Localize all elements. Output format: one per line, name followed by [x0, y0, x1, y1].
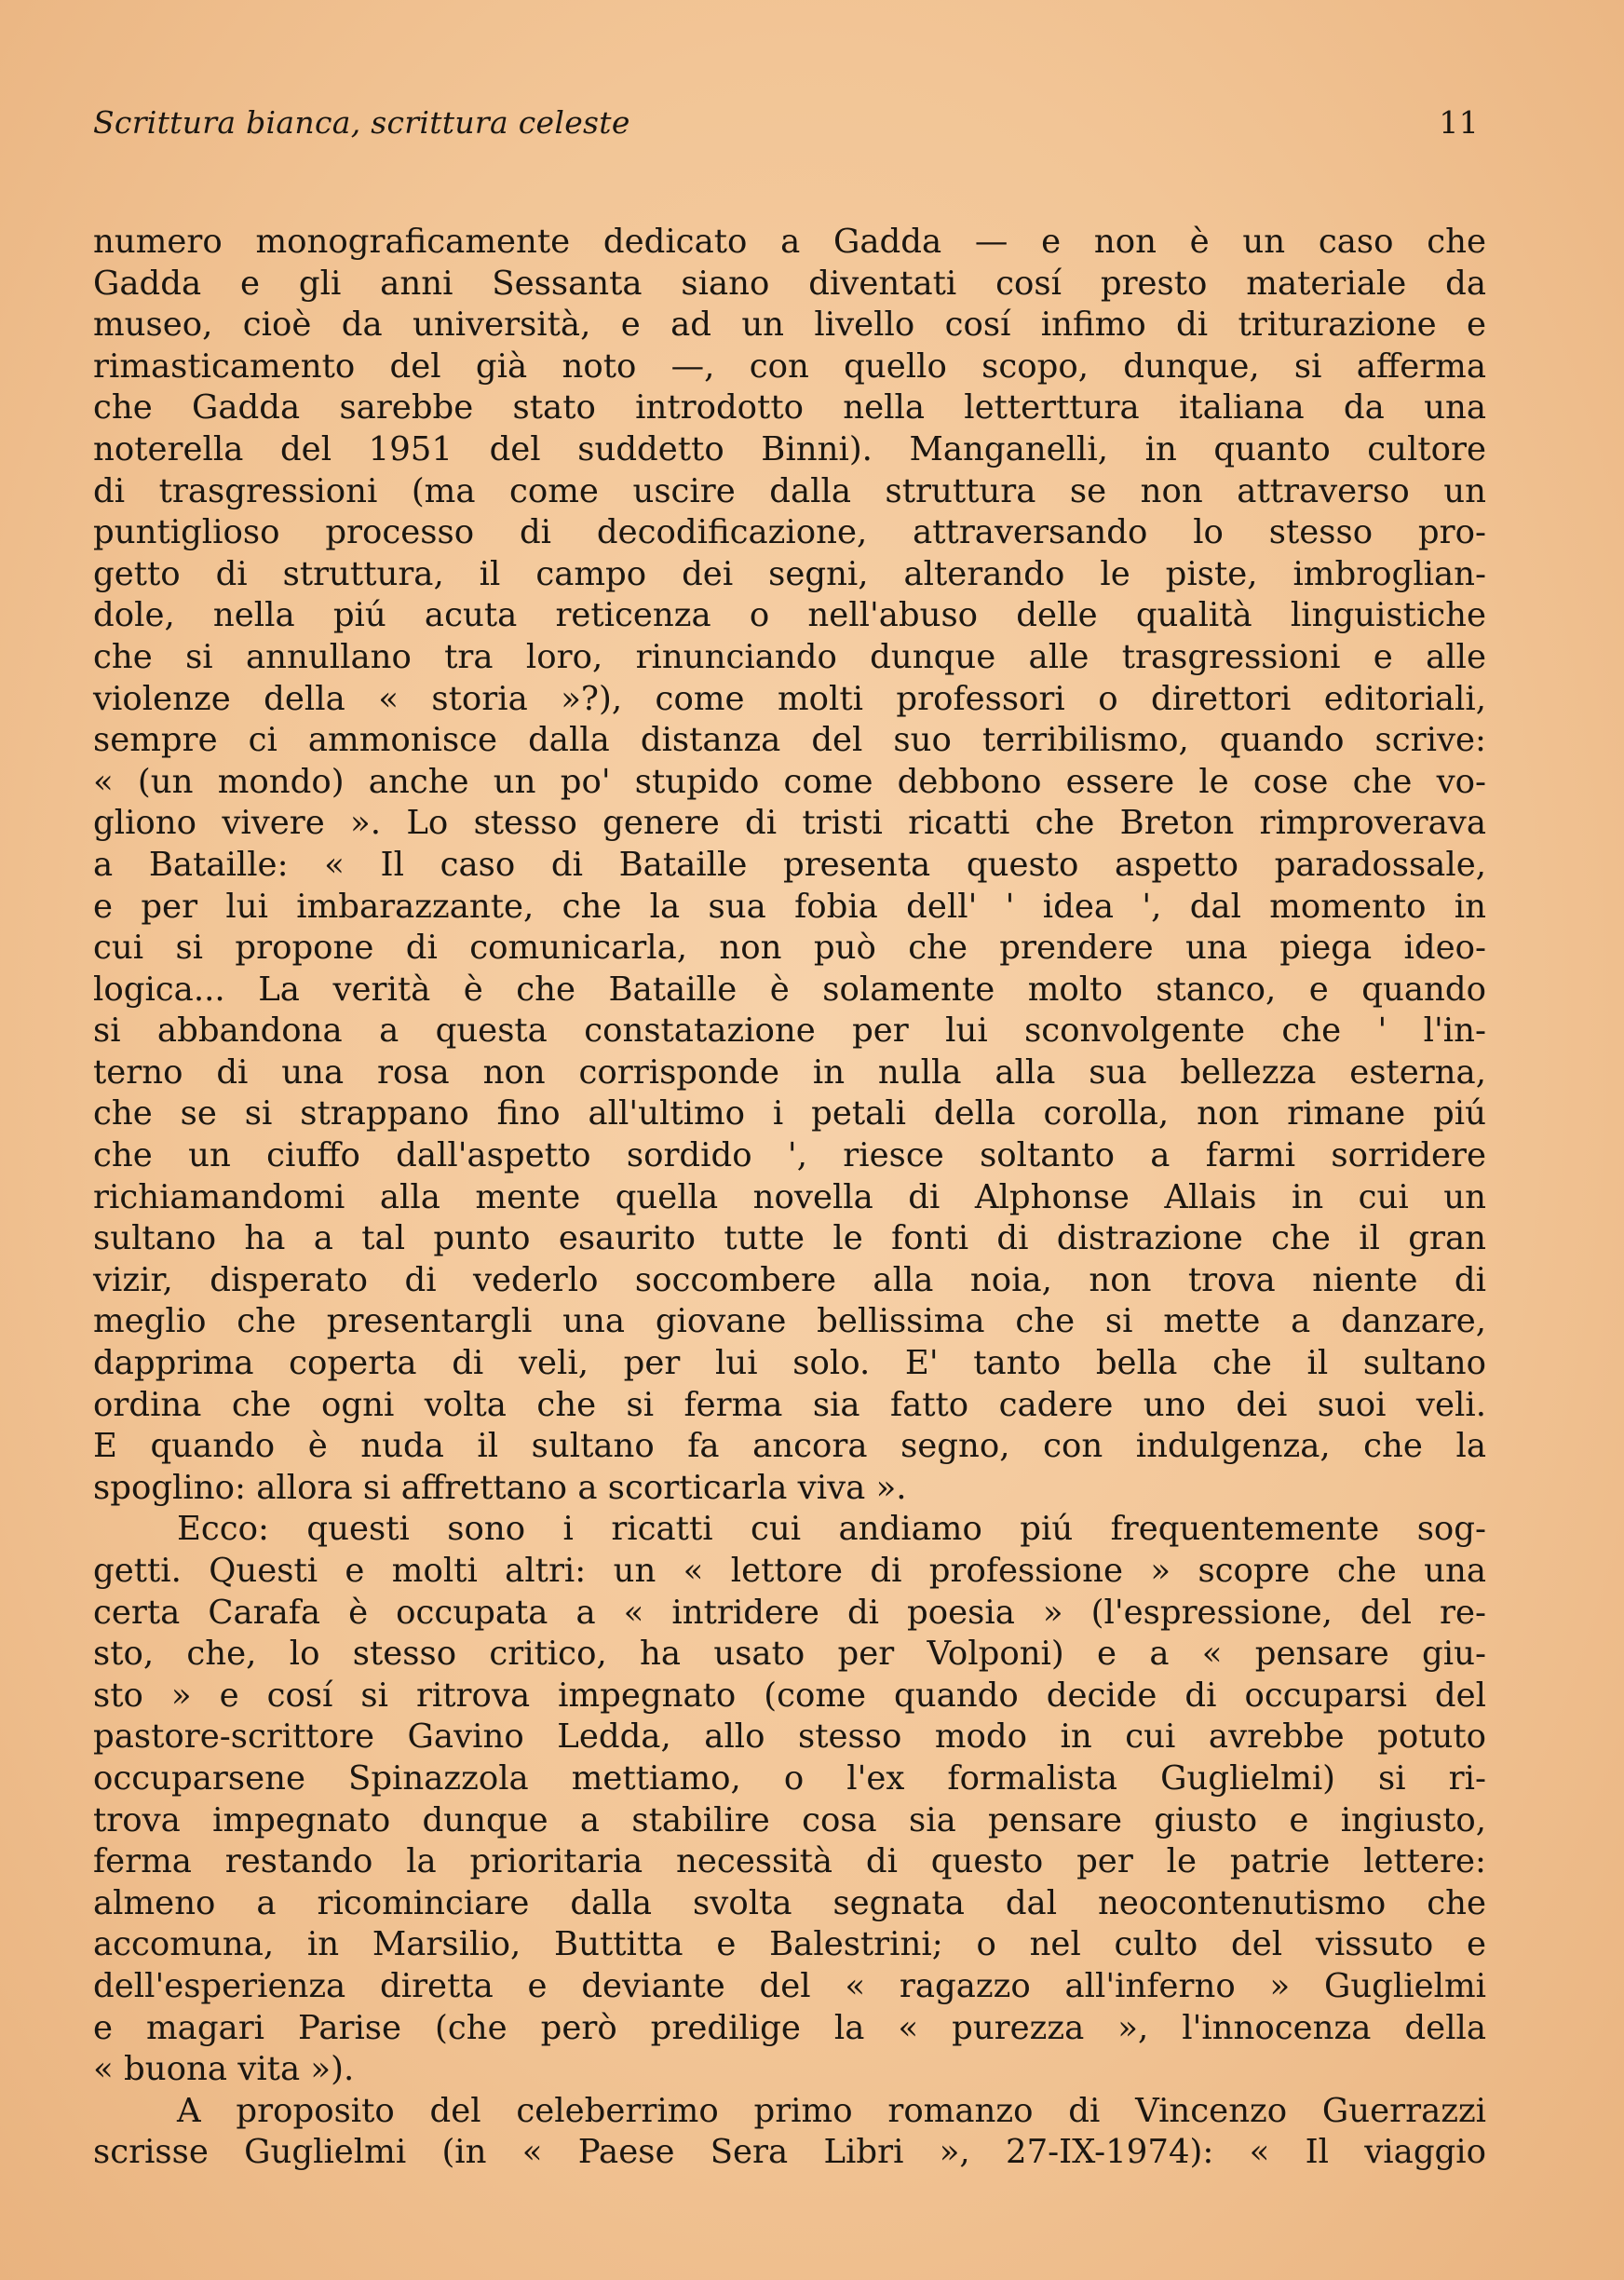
text-line: di trasgressioni (ma come uscire dalla struttura se non attraverso un [93, 471, 1486, 510]
running-head [93, 104, 1486, 160]
text-line: sultano ha a tal punto esaurito tutte le fonti di distrazione che il gran [93, 1219, 1486, 1258]
text-line: che si annullano tra loro, rinunciando dunque alle trasgressioni e alle [93, 637, 1486, 676]
text-line: rimasticamento del già noto —, con quello scopo, dunque, si afferma [93, 346, 1486, 386]
text-line: sempre ci ammonisce dalla distanza del suo terribilismo, quando scrive: [93, 721, 1486, 760]
text-line: certa Carafa è occupata a « intridere di poesia » (l'espressione, del re- [93, 1593, 1486, 1632]
text-line: scrisse Guglielmi (in « Paese Sera Libri », 27-IX-1974): « Il viaggio [93, 2133, 1486, 2172]
text-line: richiamandomi alla mente quella novella di Alphonse Allais in cui un [93, 1177, 1486, 1216]
body-text [93, 222, 1486, 2174]
text-line: a Bataille: « Il caso di Bataille presenta questo aspetto paradossale, [93, 845, 1486, 884]
text-line: Gadda e gli anni Sessanta siano diventati cosí presto materiale da [93, 264, 1486, 303]
text-line: getti. Questi e molti altri: un « lettore di professione » scopre che una [93, 1552, 1486, 1590]
text-line: si abbandona a questa constatazione per lui sconvolgente che ' l'in- [93, 1011, 1486, 1051]
book-page [93, 104, 1486, 2174]
text-line: e per lui imbarazzante, che la sua fobia dell' ' idea ', dal momento in [93, 887, 1486, 926]
text-line: ferma restando la prioritaria necessità di questo per le patrie lettere: [93, 1842, 1486, 1881]
text-line: ordina che ogni volta che si ferma sia fatto cadere uno dei suoi veli. [93, 1385, 1486, 1424]
text-line: noterella del 1951 del suddetto Binni). Manganelli, in quanto cultore [93, 429, 1486, 468]
text-line: puntiglioso processo di decodificazione, attraversando lo stesso pro- [93, 513, 1486, 552]
text-line: violenze della « storia »?), come molti professori o direttori editoriali, [93, 679, 1486, 718]
text-line: meglio che presentargli una giovane bellissima che si mette a danzare, [93, 1302, 1486, 1341]
text-line: « (un mondo) anche un po' stupido come debbono essere le cose che vo- [93, 762, 1486, 801]
text-line: trova impegnato dunque a stabilire cosa sia pensare giusto e ingiusto, [93, 1800, 1486, 1839]
text-line: A proposito del celeberrimo primo romanzo di Vincenzo Guerrazzi [177, 2091, 1486, 2130]
page-number: 11 [1439, 104, 1479, 141]
text-line: numero monograficamente dedicato a Gadda — e non è un caso che [93, 223, 1486, 261]
text-line: che un ciuffo dall'aspetto sordido ', riesce soltanto a farmi sorridere [93, 1136, 1486, 1175]
text-line: dell'esperienza diretta e deviante del « ragazzo all'inferno » Guglielmi [93, 1966, 1486, 2005]
text-line: sto » e cosí si ritrova impegnato (come quando decide di occuparsi del [93, 1676, 1486, 1715]
text-line: terno di una rosa non corrisponde in nulla alla sua bellezza esterna, [93, 1052, 1486, 1092]
text-line: che se si strappano fino all'ultimo i petali della corolla, non rimane piú [93, 1094, 1486, 1133]
text-line: cui si propone di comunicarla, non può che prendere una piega ideo- [93, 929, 1486, 968]
text-line: spoglino: allora si affrettano a scorticarla viva ». [93, 1468, 907, 1507]
text-line: occuparsene Spinazzola mettiamo, o l'ex formalista Guglielmi) si ri- [93, 1758, 1486, 1798]
text-line: almeno a ricominciare dalla svolta segnata dal neocontenutismo che [93, 1883, 1486, 1922]
text-line: dapprima coperta di veli, per lui solo. E' tanto bella che il sultano [93, 1344, 1486, 1383]
text-line: vizir, disperato di vederlo soccombere alla noia, non trova niente di [93, 1260, 1486, 1299]
text-line: che Gadda sarebbe stato introdotto nella letterttura italiana da una [93, 388, 1486, 428]
text-line: pastore-scrittore Gavino Ledda, allo stesso modo in cui avrebbe potuto [93, 1717, 1486, 1757]
text-line: sto, che, lo stesso critico, ha usato per Volponi) e a « pensare giu- [93, 1635, 1486, 1674]
text-line: dole, nella piú acuta reticenza o nell'abuso delle qualità linguistiche [93, 596, 1486, 635]
text-line: e magari Parise (che però predilige la « purezza », l'innocenza della [93, 2008, 1486, 2047]
text-line: accomuna, in Marsilio, Buttitta e Balestrini; o nel culto del vissuto e [93, 1925, 1486, 1964]
text-line: gliono vivere ». Lo stesso genere di tristi ricatti che Breton rimproverava [93, 804, 1486, 843]
text-line: getto di struttura, il campo dei segni, alterando le piste, imbroglian- [93, 554, 1486, 593]
running-title: Scrittura bianca, scrittura celeste [93, 104, 630, 141]
text-line: E quando è nuda il sultano fa ancora segno, con indulgenza, che la [93, 1427, 1486, 1466]
text-line: Ecco: questi sono i ricatti cui andiamo piú frequentemente sog- [177, 1510, 1486, 1549]
text-line: « buona vita »). [93, 2050, 355, 2089]
text-line: museo, cioè da università, e ad un livello cosí infimo di triturazione e [93, 305, 1486, 345]
text-line: logica... La verità è che Bataille è solamente molto stanco, e quando [93, 970, 1486, 1009]
